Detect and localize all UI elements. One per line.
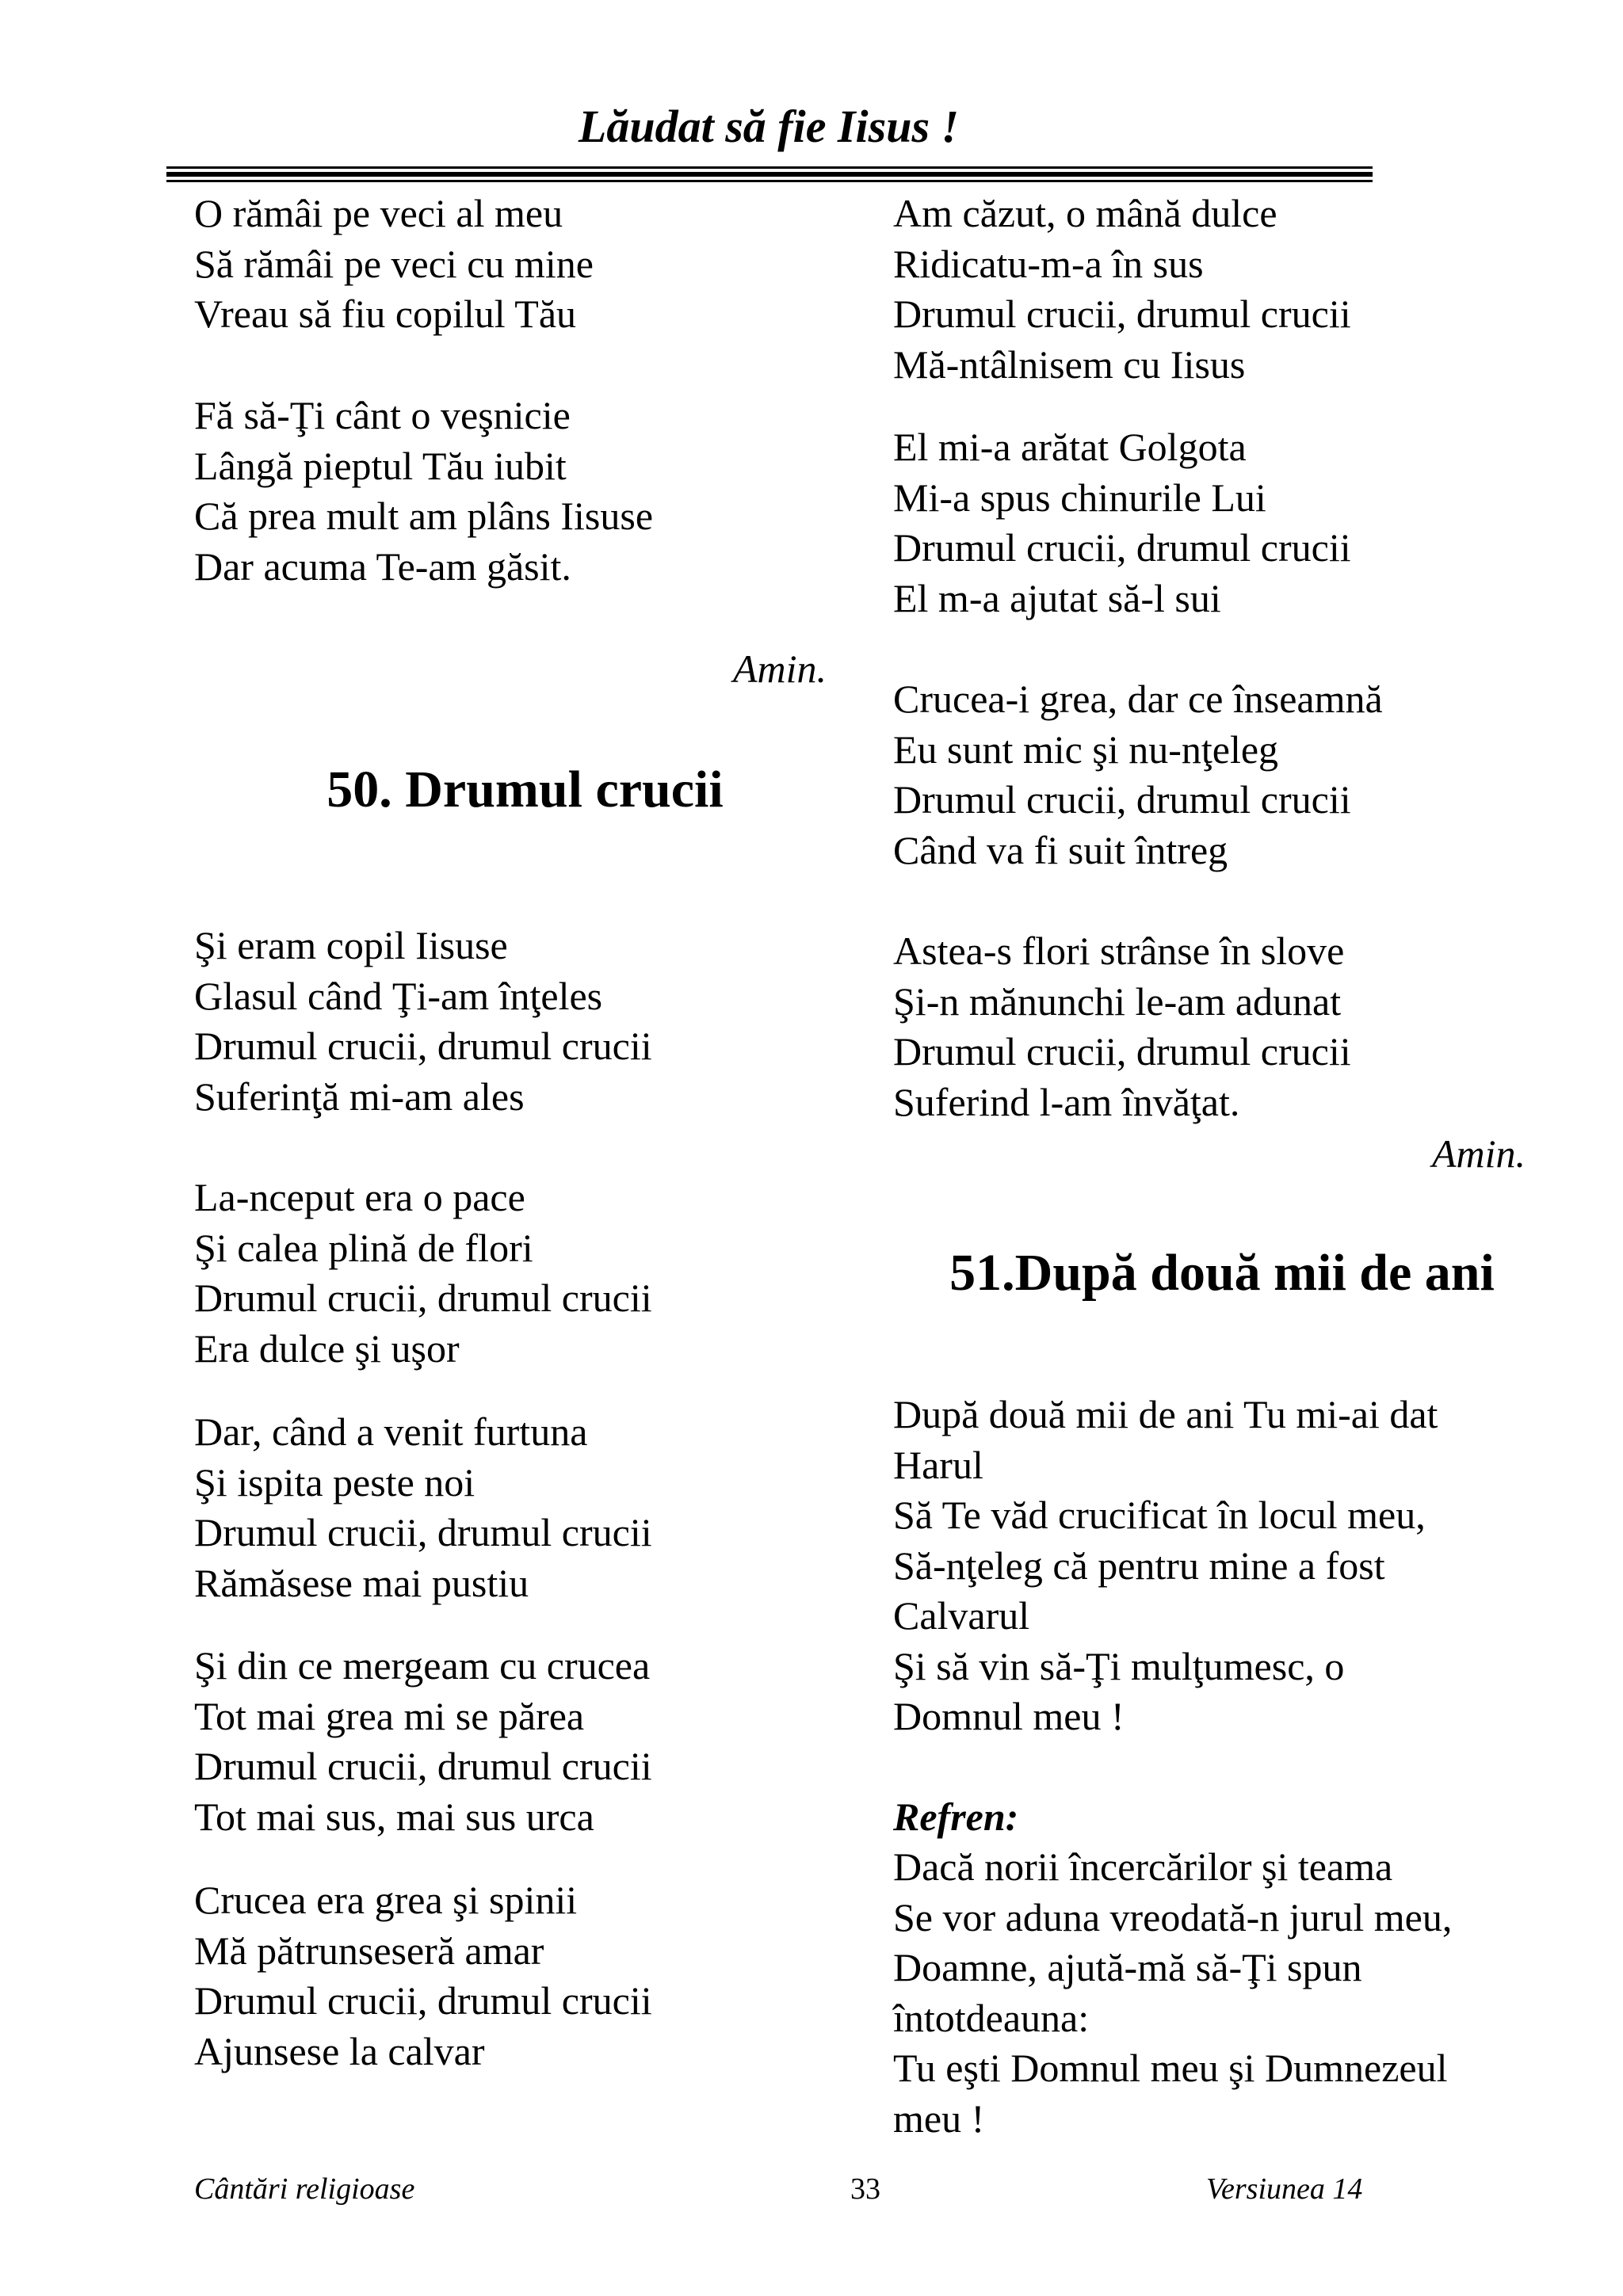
verse-line: Mă-ntâlnisem cu Iisus [893, 341, 1246, 387]
footer-book-title: Cântări religioase [194, 2172, 415, 2206]
header-rule-top [166, 166, 1373, 169]
verse-line: Dar acuma Te-am găsit. [194, 543, 571, 589]
verse-line: Drumul crucii, drumul crucii [893, 292, 1351, 336]
verse-line: Ajunsese la calvar [194, 2028, 485, 2073]
refrain [893, 1842, 1452, 2144]
verse-line: El mi-a arătat Golgota [893, 425, 1247, 469]
verse-line: După două mii de ani Tu mi-ai dat [893, 1392, 1438, 1436]
stanza [194, 921, 652, 1122]
amen-ending: Amin. [1432, 1131, 1526, 1176]
verse-line: Drumul crucii, drumul crucii [893, 777, 1351, 822]
song-title-51: 51.După două mii de ani [949, 1244, 1495, 1302]
stanza [893, 1390, 1438, 1742]
stanza [893, 674, 1383, 875]
verse-line: Drumul crucii, drumul crucii [194, 1276, 652, 1320]
verse-line: El m-a ajutat să-l sui [893, 575, 1221, 620]
amen-ending: Amin. [733, 646, 827, 691]
verse-line: Şi calea plină de flori [194, 1225, 533, 1270]
verse-line: Astea-s flori strânse în slove [893, 929, 1345, 973]
refrain-label: Refren: [893, 1794, 1019, 1839]
verse-line: Tu eşti Domnul meu şi Dumnezeul [893, 2046, 1448, 2090]
verse-line: Rămăsese mai pustiu [194, 1560, 529, 1605]
verse-line: Crucea era grea şi spinii [194, 1878, 578, 1922]
verse-line: întotdeauna: [893, 1995, 1090, 2040]
verse-line: Se vor aduna vreodată-n jurul meu, [893, 1894, 1453, 1939]
verse-line: Eu sunt mic şi nu-nţeleg [893, 727, 1279, 772]
stanza [893, 189, 1351, 390]
verse-line: Şi eram copil Iisuse [194, 923, 508, 967]
verse-line: Lângă pieptul Tău iubit [194, 443, 567, 488]
verse-line: Glasul când Ţi-am înţeles [194, 973, 603, 1018]
verse-line: O rămâi pe veci al meu [194, 191, 563, 235]
verse-line: Domnul meu ! [893, 1694, 1125, 1738]
verse-line: Dar, când a venit furtuna [194, 1409, 588, 1454]
verse-line: Că prea mult am plâns Iisuse [194, 494, 654, 538]
verse-line: Suferind l-am învăţat. [893, 1079, 1240, 1124]
verse-line: Mă pătrunseseră amar [194, 1928, 544, 1973]
verse-line: Drumul crucii, drumul crucii [893, 1029, 1351, 1074]
verse-line: Ridicatu-m-a în sus [893, 241, 1204, 286]
stanza [194, 1875, 652, 2077]
stanza [194, 391, 653, 592]
verse-line: Drumul crucii, drumul crucii [194, 1978, 652, 2023]
header-rule-bottom [166, 180, 1373, 182]
verse-line: Era dulce şi uşor [194, 1325, 460, 1371]
verse-line: Drumul crucii, drumul crucii [194, 1510, 652, 1554]
header-rule-middle [166, 172, 1373, 177]
footer-version: Versiunea 14 [1206, 2172, 1363, 2206]
verse-line: Doamne, ajută-mă să-Ţi spun [893, 1945, 1362, 1989]
verse-line: La-nceput era o pace [194, 1175, 525, 1219]
verse-line: Vreau să fiu copilul Tău [194, 292, 577, 336]
verse-line: Să rămâi pe veci cu mine [194, 241, 594, 286]
verse-line: Crucea-i grea, dar ce înseamnă [893, 677, 1383, 721]
page-header-title: Lăudat să fie Iisus ! [578, 101, 960, 152]
verse-line: Suferinţă mi-am ales [194, 1074, 525, 1119]
verse-line: Mi-a spus chinurile Lui [893, 475, 1266, 520]
stanza [194, 1173, 652, 1374]
song-title-50: 50. Drumul crucii [327, 761, 724, 818]
verse-line: Tot mai grea mi se părea [194, 1693, 585, 1738]
verse-line: Să-nţeleg că pentru mine a fost [893, 1543, 1385, 1588]
verse-line: Drumul crucii, drumul crucii [194, 1744, 652, 1788]
verse-line: Să Te văd crucificat în locul meu, [893, 1493, 1426, 1537]
stanza [893, 422, 1351, 624]
verse-line: Am căzut, o mână dulce [893, 191, 1277, 235]
verse-line: Şi din ce mergeam cu crucea [194, 1643, 651, 1688]
page-number: 33 [850, 2172, 880, 2206]
verse-line: Dacă norii încercărilor şi teama [893, 1844, 1393, 1889]
verse-line: Şi-n mănunchi le-am adunat [893, 978, 1342, 1024]
verse-line: Fă să-Ţi cânt o veşnicie [194, 393, 571, 437]
verse-line: Harul [893, 1442, 983, 1487]
stanza [893, 926, 1351, 1127]
stanza [194, 189, 594, 340]
verse-line: Când va fi suit întreg [893, 827, 1228, 872]
verse-line: Drumul crucii, drumul crucii [893, 525, 1351, 570]
verse-line: Şi să vin să-Ţi mulţumesc, o [893, 1643, 1345, 1688]
verse-line: Tot mai sus, mai sus urca [194, 1794, 594, 1839]
stanza [194, 1641, 652, 1842]
verse-line: Şi ispita peste noi [194, 1459, 475, 1505]
verse-line: Calvarul [893, 1593, 1030, 1638]
verse-line: meu ! [893, 2096, 985, 2141]
stanza [194, 1407, 652, 1608]
verse-line: Drumul crucii, drumul crucii [194, 1024, 652, 1068]
